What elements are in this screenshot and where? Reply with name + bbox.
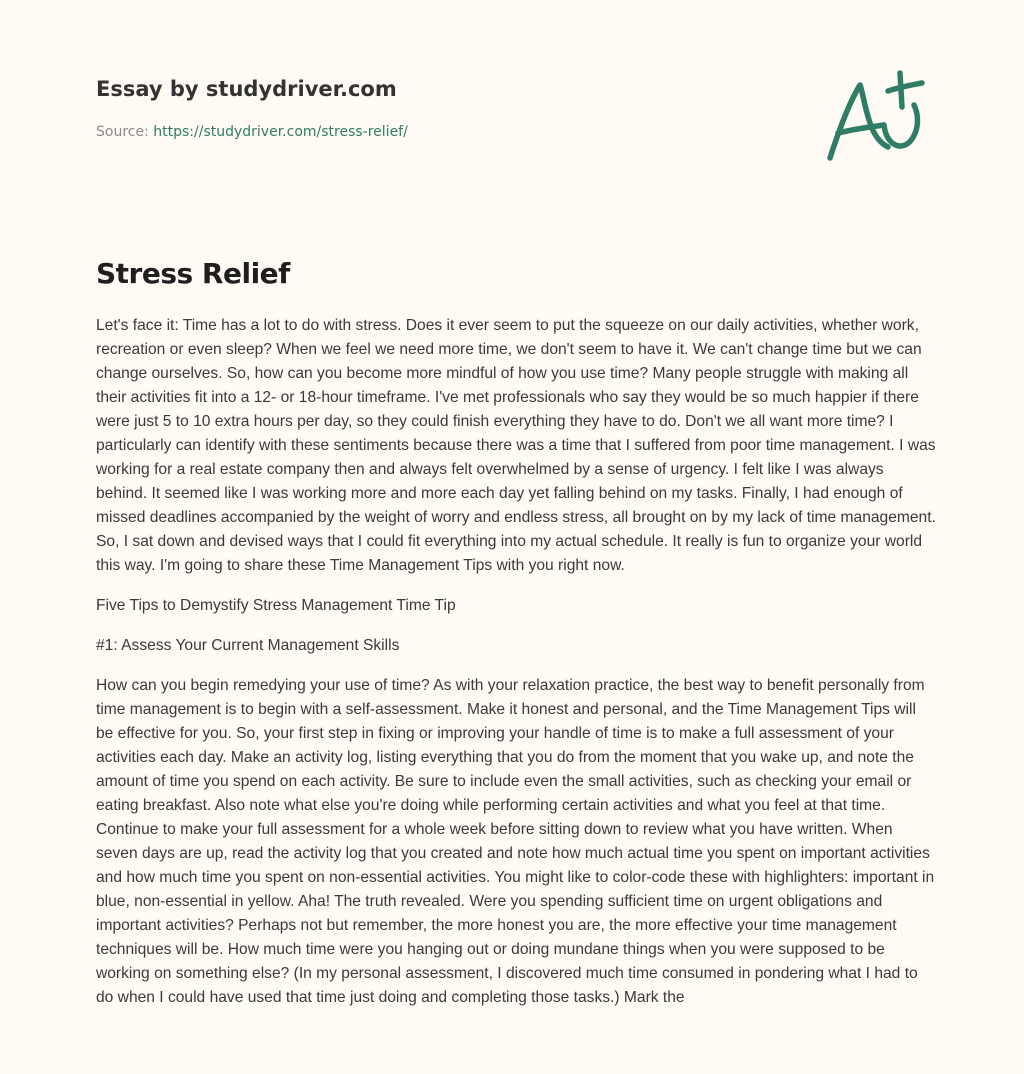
- source-line: [96, 123, 936, 141]
- paragraph-intro: Let's face it: Time has a lot to do with stress. Does it ever seem to put the squeeze on our daily activities, whether work, recreation or even sleep? When we feel we need more time, we don't seem to have it. We can't change time but we can change ourselves. So, how can you become more mindful of how you use time? Many people struggle with making all their activities fit into a 12- or 18-hour timeframe. I've met professionals who say they would be so much happier if there were just 5 to 10 extra hours per day, so they could finish everything they have to do. Don't we all want more time? I particularly can identify with these sentiments because there was a time that I suffered from poor time management. I was working for a real estate company then and always felt overwhelmed by a sense of urgency. I felt like I was always behind. It seemed like I was working more and more each day yet falling behind on my tasks. Finally, I had enough of missed deadlines accompanied by the weight of worry and endless stress, all brought on by my lack of time management. So, I sat down and devised ways that I could fit everything into my actual schedule. It really is fun to organize your world this way. I'm going to share these Time Management Tips with you right now.: [96, 317, 936, 574]
- brand-title: Essay by studydriver.com: [96, 77, 397, 101]
- paragraph-tip-1-heading: #1: Assess Your Current Management Skills: [96, 637, 400, 654]
- source-link[interactable]: https://studydriver.com/stress-relief/: [153, 124, 408, 140]
- article-title: Stress Relief: [96, 257, 290, 290]
- paragraph-tip-1-body: How can you begin remedying your use of time? As with your relaxation practice, the best way to benefit personally from time management is to begin with a self-assessment. Make it honest and personal, and the Time Management Tips will be effective for you. So, your first step in fixing or improving your handle of time is to make a full assessment of your activities each day. Make an activity log, listing everything that you do from the moment that you wake up, and note the amount of time you spend on each activity. Be sure to include even the small activities, such as checking your email or eating breakfast. Also note what else you're doing while performing certain activities and what you feel at that time. Continue to make your full assessment for a whole week before sitting down to review what you have written. When seven days are up, read the activity log that you created and note how much actual time you spent on important activities and how much time you spent on non-essential activities. You might like to color-code these with highlighters: important in blue, non-essential in yellow. Aha! The truth revealed. Were you spending sufficient time on urgent obligations and important activities? Perhaps not but remember, the more honest you are, the more effective your time management techniques will be. How much time were you hanging out or doing mundane things when you were supposed to be working on something else? (In my personal assessment, I discovered much time consumed in pondering what I had to do when I could have used that time just doing and completing those tasks.) Mark the: [96, 677, 935, 1006]
- article-body: [96, 314, 936, 1026]
- page-header: [96, 75, 936, 141]
- a-plus-grade-icon: [818, 65, 930, 165]
- paragraph-tips-heading: Five Tips to Demystify Stress Management Time Tip: [96, 597, 456, 614]
- source-label: Source:: [96, 124, 154, 140]
